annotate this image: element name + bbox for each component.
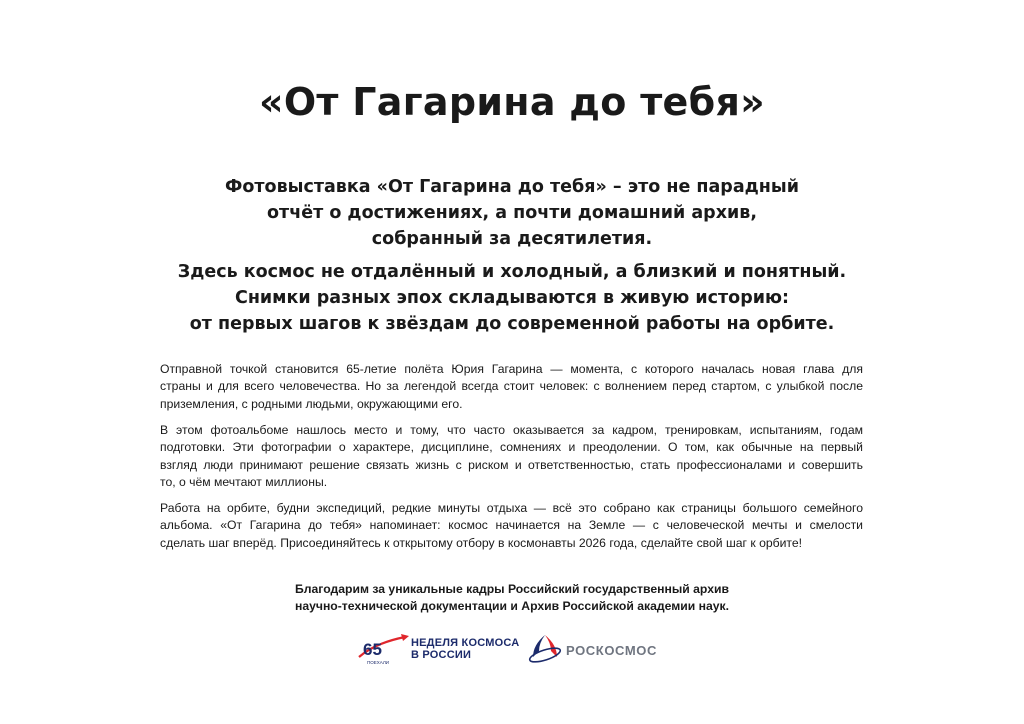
body-line: то, о чём мечтают миллионы. (160, 474, 328, 489)
body-paragraph-3 (160, 500, 863, 552)
lead-paragraph-2 (0, 259, 1024, 337)
week-badge-sub: ПОЕХАЛИ (367, 660, 390, 665)
lead-line: от первых шагов к звёздам до современной работы на орбите. (189, 314, 835, 334)
roscosmos-name: РОСКОСМОС (566, 643, 657, 658)
lead-line: отчёт о достижениях, а почти домашний архив, (267, 203, 757, 223)
space-week-logo (355, 631, 525, 667)
credits-line: Благодарим за уникальные кадры Российский государственный архив (295, 582, 729, 596)
lead-line: собранный за десятилетия. (371, 229, 653, 249)
week-badge-number: 65 (363, 640, 382, 659)
space-week-name (411, 637, 519, 661)
body-line: Работа на орбите, будни экспедиций, редкие минуты отдыха — всё это собрано как страницы большого семейного (160, 501, 863, 515)
body-line: взгляд люди принимают решение связать жизнь с риском и ответственностью, стать профессионалами и совершить (160, 457, 863, 472)
roscosmos-logo (527, 633, 677, 665)
poster-title: «От Гагарина до тебя» (258, 80, 765, 124)
space-week-line: НЕДЕЛЯ КОСМОСА (411, 637, 520, 649)
lead-line: Здесь космос не отдалённый и холодный, а близкий и понятный. (177, 262, 847, 282)
lead-paragraph-1 (0, 174, 1024, 252)
body-line: Отправной точкой становится 65-летие полёта Юрия Гагарина — момента, с которого началась новая глава для (160, 362, 863, 376)
lead-line: Снимки разных эпох складываются в живую историю: (234, 288, 789, 308)
credits-line: научно-технической документации и Архив Российской академии наук. (294, 599, 730, 613)
body-line: приземления, с родными людьми, окружающими его. (160, 396, 463, 411)
body-line: подготовки. Эти фотографии о характере, дисциплине, сомнениях и преодолении. О том, как обычные на первый (160, 440, 863, 455)
space-week-line: В РОССИИ (411, 649, 472, 661)
body-paragraph-1 (160, 361, 863, 413)
body-line: страны и для всего человечества. Но за легендой всегда стоит человек: с волнением перед стартом, с улыбкой после (160, 379, 863, 394)
space-week-emblem-icon (355, 631, 411, 667)
body-line: В этом фотоальбоме нашлось место и тому, что часто оказывается за кадром, тренировкам, испытаниям, годам (160, 423, 863, 437)
lead-line: Фотовыставка «От Гагарина до тебя» – это не парадный (225, 177, 799, 197)
body-paragraph-2 (160, 422, 863, 491)
body-line: сделать шаг вперёд. Присоединяйтесь к открытому отбору в космонавты 2026 года, сделайте свой шаг к орбите! (160, 535, 803, 550)
partner-logos (355, 631, 675, 667)
credits (0, 581, 1024, 615)
roscosmos-emblem-icon (527, 633, 563, 665)
body-line: альбома. «От Гагарина до тебя» напоминает: космос начинается на Земле — с человеческой мечты и смелости (160, 518, 863, 533)
